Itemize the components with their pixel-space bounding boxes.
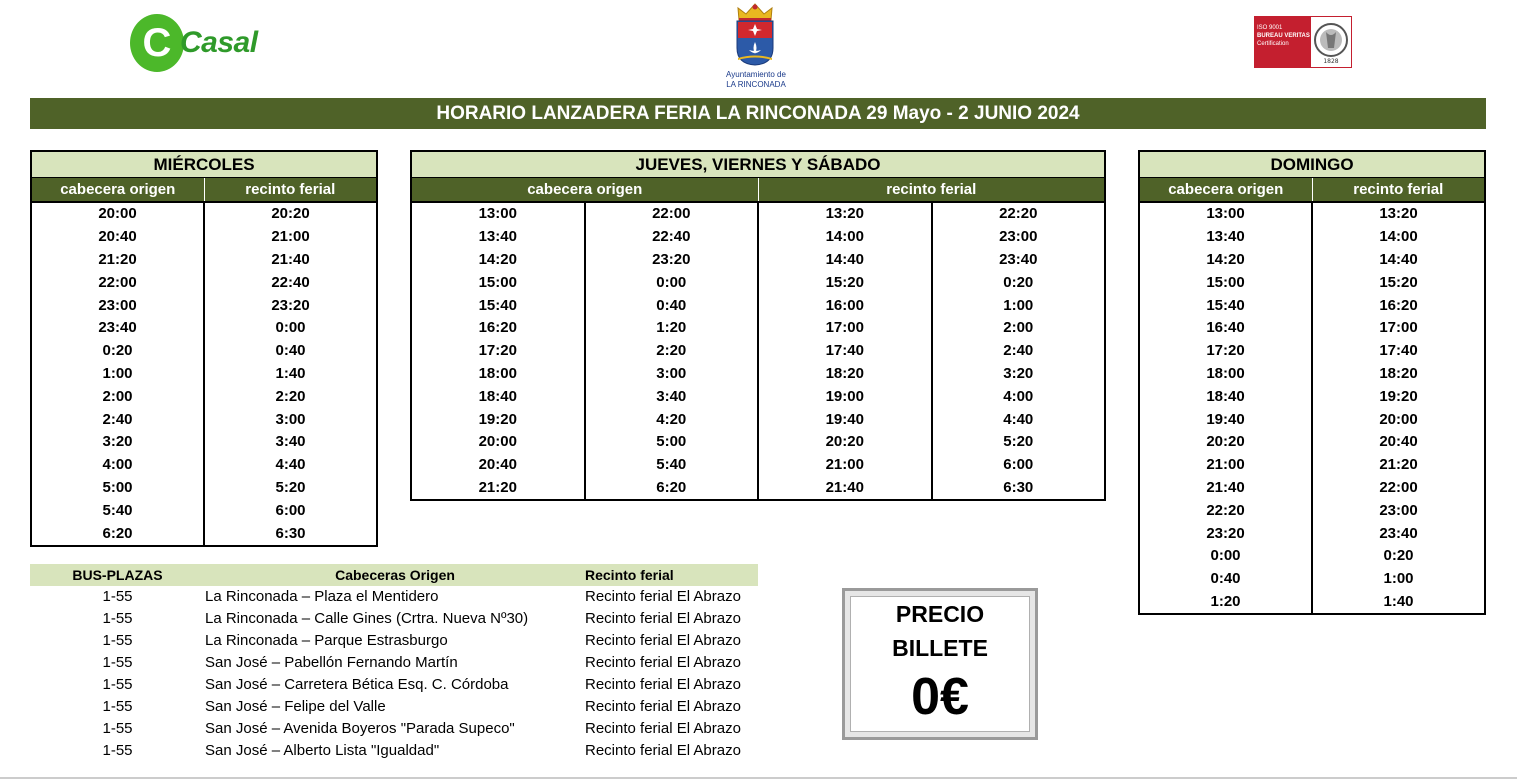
ayuntamiento-logo [716, 0, 796, 92]
time-cell: 15:00 [411, 271, 585, 294]
origin-stop-cell: San José – Carretera Bética Esq. C. Córdoba [205, 676, 509, 693]
table-row [30, 696, 758, 718]
time-cell: 21:00 [1139, 454, 1312, 477]
time-cell: 1:00 [1383, 570, 1414, 588]
time-cell: 6:00 [275, 501, 306, 519]
table-row [30, 718, 758, 740]
time-cell: 18:40 [411, 385, 585, 408]
time-cell: 23:20 [585, 249, 759, 272]
time-cell: 23:00 [31, 294, 204, 317]
seal-year: 1828 [1323, 58, 1339, 65]
destination-cell: Recinto ferial El Abrazo [585, 676, 741, 693]
table-row [30, 652, 758, 674]
table-row [31, 499, 377, 522]
table-row [411, 454, 1105, 477]
bureau-veritas-logo [1254, 16, 1354, 68]
table-row [31, 271, 377, 294]
time-cell: 14:20 [1139, 249, 1312, 272]
time-cell: 23:20 [271, 296, 310, 314]
time-cell: 0:00 [275, 319, 306, 337]
price-value: 0€ [911, 668, 969, 726]
table-row [1139, 363, 1485, 386]
table-row [1139, 317, 1485, 340]
table-row [1139, 568, 1485, 591]
time-cell: 3:20 [31, 431, 204, 454]
origin-stop-cell: La Rinconada – Calle Gines (Crtra. Nueva Nº30) [205, 610, 529, 627]
schedule-jueves-viernes-sabado [410, 150, 1106, 501]
time-cell: 15:20 [1379, 273, 1418, 291]
time-cell: 3:20 [1003, 364, 1034, 382]
time-cell: 6:20 [31, 522, 204, 546]
time-cell: 0:40 [585, 294, 759, 317]
table-row [31, 340, 377, 363]
time-cell: 14:40 [758, 249, 932, 272]
time-cell: 5:20 [275, 478, 306, 496]
table-row [411, 294, 1105, 317]
time-cell: 23:00 [999, 228, 1038, 246]
time-cell: 4:20 [585, 408, 759, 431]
time-cell: 19:40 [1139, 408, 1312, 431]
time-cell: 13:40 [1139, 226, 1312, 249]
bus-plazas-cell: 1-55 [102, 742, 133, 759]
time-cell: 14:00 [758, 226, 932, 249]
time-cell: 13:00 [1139, 202, 1312, 226]
time-cell: 16:20 [411, 317, 585, 340]
time-cell: 2:20 [275, 387, 306, 405]
time-cell: 17:00 [1379, 319, 1418, 337]
schedule-title: JUEVES, VIERNES Y SÁBADO [411, 151, 1105, 178]
bureau-veritas-seal [1310, 16, 1352, 68]
time-cell: 5:00 [585, 431, 759, 454]
time-cell: 17:20 [411, 340, 585, 363]
casal-logo-mark: C [130, 14, 184, 72]
destination-cell: Recinto ferial El Abrazo [585, 720, 741, 737]
time-cell: 0:00 [1139, 545, 1312, 568]
time-cell: 20:40 [31, 226, 204, 249]
page-title: HORARIO LANZADERA FERIA LA RINCONADA 29 Mayo - 2 JUNIO 2024 [30, 98, 1486, 129]
column-header: Cabeceras Origen [205, 564, 585, 586]
time-cell: 22:20 [1139, 499, 1312, 522]
bus-stops-table [30, 564, 758, 762]
table-row [411, 477, 1105, 501]
price-label-line2: BILLETE [892, 635, 988, 661]
table-row [1139, 545, 1485, 568]
bv-cert: Certification [1257, 41, 1289, 47]
time-cell: 0:00 [585, 271, 759, 294]
time-cell: 21:00 [271, 228, 310, 246]
time-cell: 5:40 [31, 499, 204, 522]
time-cell: 23:20 [1139, 522, 1312, 545]
column-header: cabecera origen [411, 178, 758, 203]
time-cell: 14:40 [1379, 250, 1418, 268]
table-row [411, 271, 1105, 294]
table-row [31, 385, 377, 408]
table-row [1139, 385, 1485, 408]
time-cell: 22:40 [585, 226, 759, 249]
time-cell: 21:40 [271, 250, 310, 268]
time-cell: 1:20 [1139, 591, 1312, 615]
time-cell: 15:40 [411, 294, 585, 317]
time-cell: 21:20 [31, 249, 204, 272]
time-cell: 6:30 [275, 524, 306, 542]
time-cell: 18:20 [1379, 364, 1418, 382]
time-cell: 23:40 [999, 250, 1038, 268]
column-header: recinto ferial [1312, 178, 1485, 203]
time-cell: 21:40 [1139, 477, 1312, 500]
time-cell: 20:00 [1379, 410, 1418, 428]
casal-logo-word: Casal [180, 26, 258, 59]
table-row [31, 431, 377, 454]
time-cell: 22:40 [271, 273, 310, 291]
origin-stop-cell: La Rinconada – Plaza el Mentidero [205, 588, 439, 605]
table-row [411, 408, 1105, 431]
time-cell: 3:40 [275, 433, 306, 451]
time-cell: 17:40 [1379, 342, 1418, 360]
time-cell: 23:40 [31, 317, 204, 340]
time-cell: 19:20 [411, 408, 585, 431]
table-row [30, 608, 758, 630]
time-cell: 19:20 [1379, 387, 1418, 405]
time-cell: 16:40 [1139, 317, 1312, 340]
table-row [411, 431, 1105, 454]
time-cell: 20:40 [411, 454, 585, 477]
column-header: recinto ferial [758, 178, 1105, 203]
time-cell: 20:00 [31, 202, 204, 226]
table-row [31, 522, 377, 546]
table-row [1139, 431, 1485, 454]
time-cell: 6:20 [585, 477, 759, 501]
time-cell: 22:00 [31, 271, 204, 294]
origin-stop-cell: San José – Alberto Lista "Igualdad" [205, 742, 440, 759]
time-cell: 20:20 [758, 431, 932, 454]
table-row [411, 385, 1105, 408]
table-row [1139, 226, 1485, 249]
ayuntamiento-line2: LA RINCONADA [726, 80, 786, 89]
column-header: BUS-PLAZAS [30, 564, 205, 586]
time-cell: 18:20 [758, 363, 932, 386]
time-cell: 23:40 [1379, 524, 1418, 542]
time-cell: 4:00 [1003, 387, 1034, 405]
crown-icon [736, 2, 774, 22]
time-cell: 1:20 [585, 317, 759, 340]
table-row [30, 740, 758, 762]
coat-of-arms-icon [736, 20, 774, 66]
time-cell: 2:20 [585, 340, 759, 363]
table-row [31, 454, 377, 477]
time-cell: 4:40 [275, 456, 306, 474]
time-cell: 20:00 [411, 431, 585, 454]
casal-logo [128, 12, 268, 74]
time-cell: 23:00 [1379, 501, 1418, 519]
time-cell: 21:20 [411, 477, 585, 501]
origin-stop-cell: San José – Felipe del Valle [205, 698, 386, 715]
table-row [31, 202, 377, 226]
time-cell: 16:20 [1379, 296, 1418, 314]
seal-icon [1312, 18, 1350, 66]
table-row [31, 294, 377, 317]
destination-cell: Recinto ferial El Abrazo [585, 698, 741, 715]
time-cell: 19:00 [758, 385, 932, 408]
table-row [1139, 408, 1485, 431]
column-header: Recinto ferial [585, 564, 758, 586]
table-row [411, 249, 1105, 272]
time-cell: 14:00 [1379, 228, 1418, 246]
table-row [411, 202, 1105, 226]
schedule-miercoles [30, 150, 378, 547]
time-cell: 17:20 [1139, 340, 1312, 363]
table-row [1139, 591, 1485, 615]
bottom-divider [0, 777, 1517, 779]
time-cell: 20:20 [271, 205, 310, 223]
table-row [411, 226, 1105, 249]
time-cell: 2:40 [1003, 342, 1034, 360]
time-cell: 2:00 [31, 385, 204, 408]
column-header: recinto ferial [204, 178, 377, 203]
time-cell: 4:00 [31, 454, 204, 477]
time-cell: 14:20 [411, 249, 585, 272]
time-cell: 0:40 [1139, 568, 1312, 591]
price-label-line1: PRECIO [895, 601, 985, 627]
time-cell: 15:00 [1139, 271, 1312, 294]
time-cell: 0:20 [31, 340, 204, 363]
schedule-title: DOMINGO [1139, 151, 1485, 178]
destination-cell: Recinto ferial El Abrazo [585, 654, 741, 671]
table-row [30, 674, 758, 696]
destination-cell: Recinto ferial El Abrazo [585, 588, 741, 605]
bus-plazas-cell: 1-55 [102, 720, 133, 737]
time-cell: 6:00 [1003, 456, 1034, 474]
time-cell: 13:00 [411, 202, 585, 226]
bus-plazas-cell: 1-55 [102, 610, 133, 627]
time-cell: 21:00 [758, 454, 932, 477]
table-row [1139, 477, 1485, 500]
origin-stop-cell: La Rinconada – Parque Estrasburgo [205, 632, 448, 649]
bus-plazas-cell: 1-55 [102, 698, 133, 715]
time-cell: 18:00 [411, 363, 585, 386]
time-cell: 15:40 [1139, 294, 1312, 317]
time-cell: 18:40 [1139, 385, 1312, 408]
time-cell: 3:00 [585, 363, 759, 386]
time-cell: 1:40 [275, 364, 306, 382]
table-row [30, 586, 758, 608]
column-header: cabecera origen [1139, 178, 1312, 203]
table-row [31, 477, 377, 500]
table-row [411, 317, 1105, 340]
time-cell: 20:40 [1379, 433, 1418, 451]
bureau-veritas-text [1254, 16, 1310, 68]
time-cell: 22:00 [585, 202, 759, 226]
time-cell: 1:00 [1003, 296, 1034, 314]
table-row [31, 363, 377, 386]
table-row [411, 340, 1105, 363]
time-cell: 2:00 [1003, 319, 1034, 337]
bv-iso: ISO 9001 [1257, 25, 1283, 31]
destination-cell: Recinto ferial El Abrazo [585, 632, 741, 649]
origin-stop-cell: San José – Pabellón Fernando Martín [205, 654, 458, 671]
time-cell: 21:20 [1379, 456, 1418, 474]
table-row [30, 630, 758, 652]
table-row [1139, 340, 1485, 363]
time-cell: 17:40 [758, 340, 932, 363]
time-cell: 2:40 [31, 408, 204, 431]
time-cell: 4:40 [1003, 410, 1034, 428]
bus-plazas-cell: 1-55 [102, 588, 133, 605]
time-cell: 3:40 [585, 385, 759, 408]
table-row [31, 249, 377, 272]
time-cell: 13:40 [411, 226, 585, 249]
bus-plazas-cell: 1-55 [102, 654, 133, 671]
time-cell: 3:00 [275, 410, 306, 428]
time-cell: 22:20 [999, 205, 1038, 223]
table-row [31, 226, 377, 249]
destination-cell: Recinto ferial El Abrazo [585, 610, 741, 627]
table-row [1139, 271, 1485, 294]
time-cell: 5:20 [1003, 433, 1034, 451]
time-cell: 16:00 [758, 294, 932, 317]
table-row [1139, 202, 1485, 226]
bus-plazas-cell: 1-55 [102, 676, 133, 693]
time-cell: 0:40 [275, 342, 306, 360]
time-cell: 5:00 [31, 477, 204, 500]
time-cell: 20:20 [1139, 431, 1312, 454]
time-cell: 15:20 [758, 271, 932, 294]
time-cell: 1:00 [31, 363, 204, 386]
time-cell: 5:40 [585, 454, 759, 477]
time-cell: 18:00 [1139, 363, 1312, 386]
time-cell: 13:20 [758, 202, 932, 226]
ticket-price-box [842, 588, 1038, 740]
schedule-domingo [1138, 150, 1486, 615]
time-cell: 1:40 [1383, 592, 1414, 610]
time-cell: 21:40 [758, 477, 932, 501]
table-row [411, 363, 1105, 386]
origin-stop-cell: San José – Avenida Boyeros "Parada Supeco" [205, 720, 515, 737]
table-row [1139, 294, 1485, 317]
schedule-title: MIÉRCOLES [31, 151, 377, 178]
column-header: cabecera origen [31, 178, 204, 203]
table-row [1139, 522, 1485, 545]
destination-cell: Recinto ferial El Abrazo [585, 742, 741, 759]
bv-name: BUREAU VERITAS [1257, 33, 1310, 39]
table-row [31, 317, 377, 340]
time-cell: 17:00 [758, 317, 932, 340]
time-cell: 6:30 [1003, 478, 1034, 496]
ayuntamiento-line1: Ayuntamiento de [726, 70, 786, 79]
time-cell: 0:20 [1383, 547, 1414, 565]
time-cell: 19:40 [758, 408, 932, 431]
time-cell: 0:20 [1003, 273, 1034, 291]
table-row [1139, 249, 1485, 272]
time-cell: 22:00 [1379, 478, 1418, 496]
table-row [31, 408, 377, 431]
table-row [1139, 454, 1485, 477]
bus-plazas-cell: 1-55 [102, 632, 133, 649]
time-cell: 13:20 [1379, 205, 1418, 223]
table-row [1139, 499, 1485, 522]
